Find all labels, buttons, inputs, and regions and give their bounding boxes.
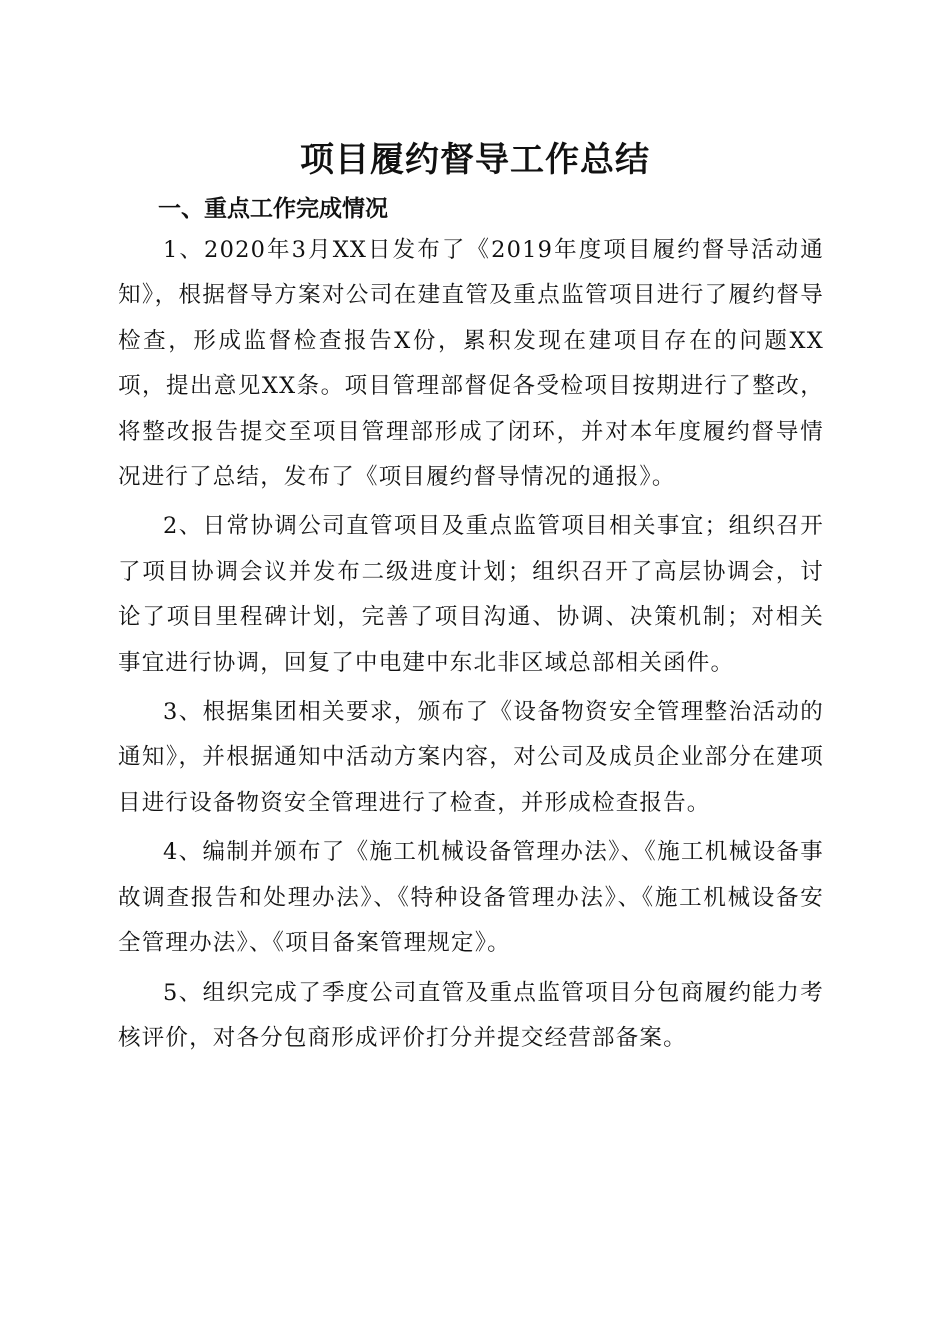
document-body <box>118 228 824 1065</box>
document-title: 项目履约督导工作总结 <box>300 140 650 180</box>
section-heading: 一、重点工作完成情况 <box>158 196 388 222</box>
paragraph-4: 4、编制并颁布了《施工机械设备管理办法》、《施工机械设备事故调查报告和处理办法》、《特种设备管理办法》、《施工机械设备安全管理办法》、《项目备案管理规定》。 <box>118 839 824 957</box>
paragraph-1: 1、2020年3月XX日发布了《2019年度项目履约督导活动通知》，根据督导方案对公司在建直管及重点监管项目进行了履约督导检查，形成监督检查报告X份，累积发现在建项目存在的问题XX项，提出意见XX条。项目管理部督促各受检项目按期进行了整改，将整改报告提交至项目管理部形成了闭环，并对本年度履约督导情况进行了总结，发布了《项目履约督导情况的通报》。 <box>118 237 824 491</box>
paragraph-5: 5、组织完成了季度公司直管及重点监管项目分包商履约能力考核评价，对各分包商形成评价打分并提交经营部备案。 <box>118 979 824 1051</box>
paragraph-3: 3、根据集团相关要求，颁布了《设备物资安全管理整治活动的通知》，并根据通知中活动方案内容，对公司及成员企业部分在建项目进行设备物资安全管理进行了检查，并形成检查报告。 <box>118 699 824 816</box>
paragraph-2: 2、日常协调公司直管项目及重点监管项目相关事宜；组织召开了项目协调会议并发布二级进度计划；组织召开了高层协调会，讨论了项目里程碑计划，完善了项目沟通、协调、决策机制；对相关事宜进行协调，回复了中电建中东北非区域总部相关函件。 <box>118 513 824 676</box>
